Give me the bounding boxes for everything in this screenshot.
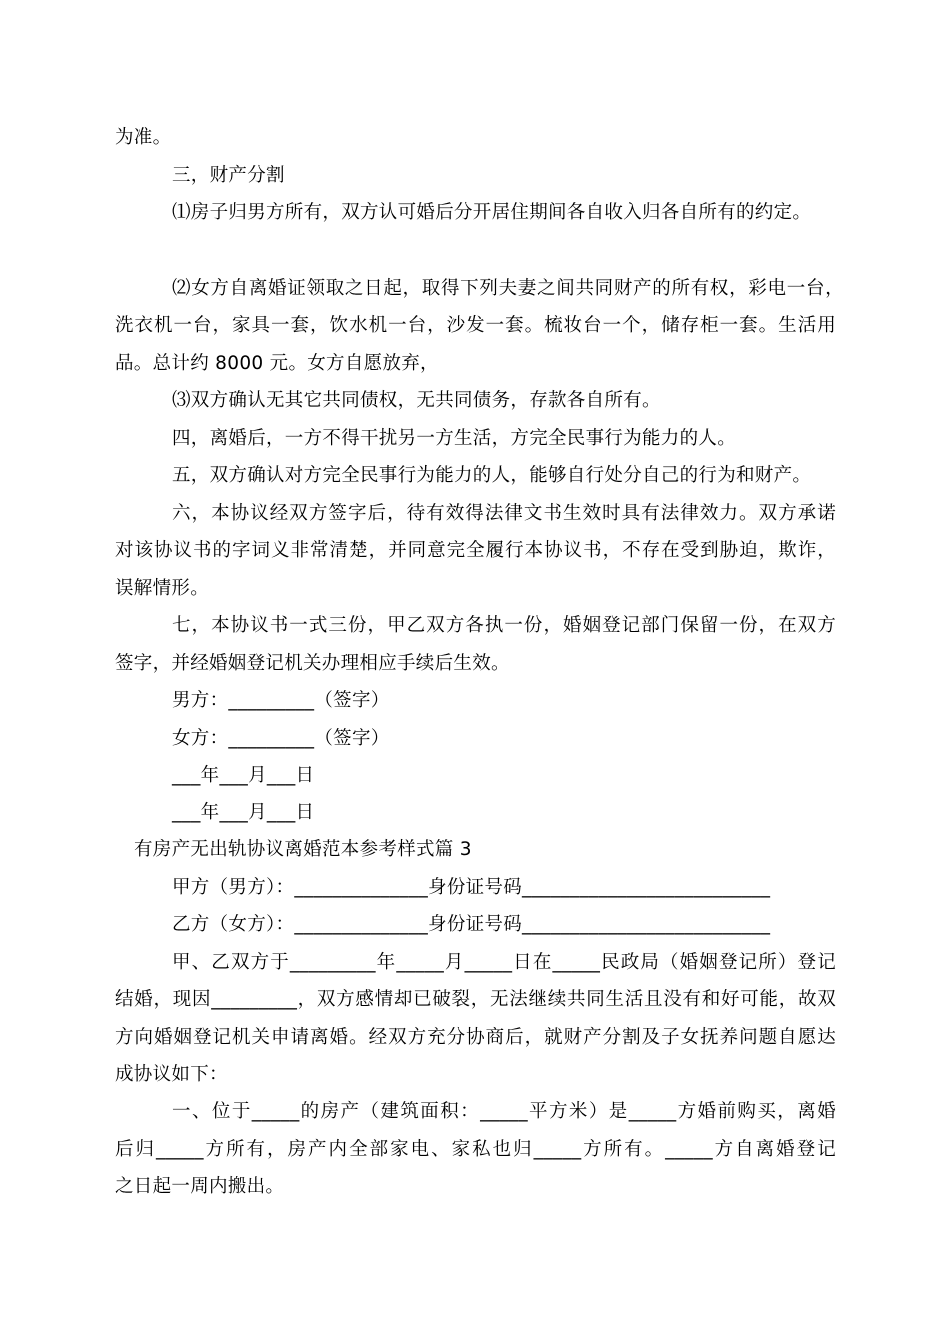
party-a-line: 甲方（男方）：______________身份证号码__________________________ bbox=[172, 877, 771, 898]
text-line: ⑴房子归男方所有，双方认可婚后分开居住期间各自收入归各自所有的约定。 bbox=[172, 202, 812, 223]
text-line: 签字，并经婚姻登记机关办理相应手续后生效。 bbox=[115, 653, 510, 674]
signature-line-female: 女方：_________（签字） bbox=[172, 728, 390, 749]
date-line: ___年___月___日 bbox=[172, 765, 315, 786]
party-b-line: 乙方（女方）：______________身份证号码__________________________ bbox=[172, 914, 771, 935]
text-line: 误解情形。 bbox=[115, 578, 210, 599]
text-line: ⑶双方确认无其它共同债权，无共同债务，存款各自所有。 bbox=[172, 390, 661, 411]
text-line: 甲、乙双方于_________年_____月_____日在_____民政局（婚姻登记所）登记 bbox=[172, 952, 836, 973]
text-line: 为准。 bbox=[115, 127, 172, 148]
text-line: 品。总计约 8000 元。女方自愿放弃， bbox=[115, 353, 439, 374]
text-line: 后归_____方所有，房产内全部家电、家私也归_____方所有。_____方自离婚登记 bbox=[115, 1139, 836, 1160]
section-heading: 三，财产分割 bbox=[172, 165, 285, 186]
text-line: 方向婚姻登记机关申请离婚。经双方充分协商后，就财产分割及子女抚养问题自愿达 bbox=[115, 1027, 836, 1048]
section-heading: 七，本协议书一式三份，甲乙双方各执一份，婚姻登记部门保留一份，在双方 bbox=[172, 615, 836, 636]
section-heading: 六，本协议经双方签字后，待有效得法律文书生效时具有法律效力。双方承诺 bbox=[172, 503, 836, 524]
signature-line-male: 男方：_________（签字） bbox=[172, 690, 390, 711]
text-line: 对该协议书的字词义非常清楚，并同意完全履行本协议书，不存在受到胁迫，欺诈， bbox=[115, 540, 836, 561]
text-line: 洗衣机一台，家具一套，饮水机一台，沙发一套。梳妆台一个，储存柜一套。生活用 bbox=[115, 315, 836, 336]
text-line: 之日起一周内搬出。 bbox=[115, 1176, 285, 1197]
section-heading: 四，离婚后，一方不得干扰另一方生活，方完全民事行为能力的人。 bbox=[172, 428, 737, 449]
date-line: ___年___月___日 bbox=[172, 802, 315, 823]
section-heading: 五，双方确认对方完全民事行为能力的人，能够自行处分自己的行为和财产。 bbox=[172, 465, 812, 486]
text-line: ⑵女方自离婚证领取之日起，取得下列夫妻之间共同财产的所有权，彩电一台， bbox=[172, 278, 844, 299]
text-line: 成协议如下： bbox=[115, 1064, 228, 1085]
text-line: 结婚，现因_________，双方感情却已破裂，无法继续共同生活且没有和好可能，故双 bbox=[115, 989, 836, 1010]
article-title: 有房产无出轨协议离婚范本参考样式篇 3 bbox=[134, 839, 472, 860]
section-heading: 一、位于_____的房产（建筑面积：_____平方米）是_____方婚前购买，离婚 bbox=[172, 1101, 836, 1122]
